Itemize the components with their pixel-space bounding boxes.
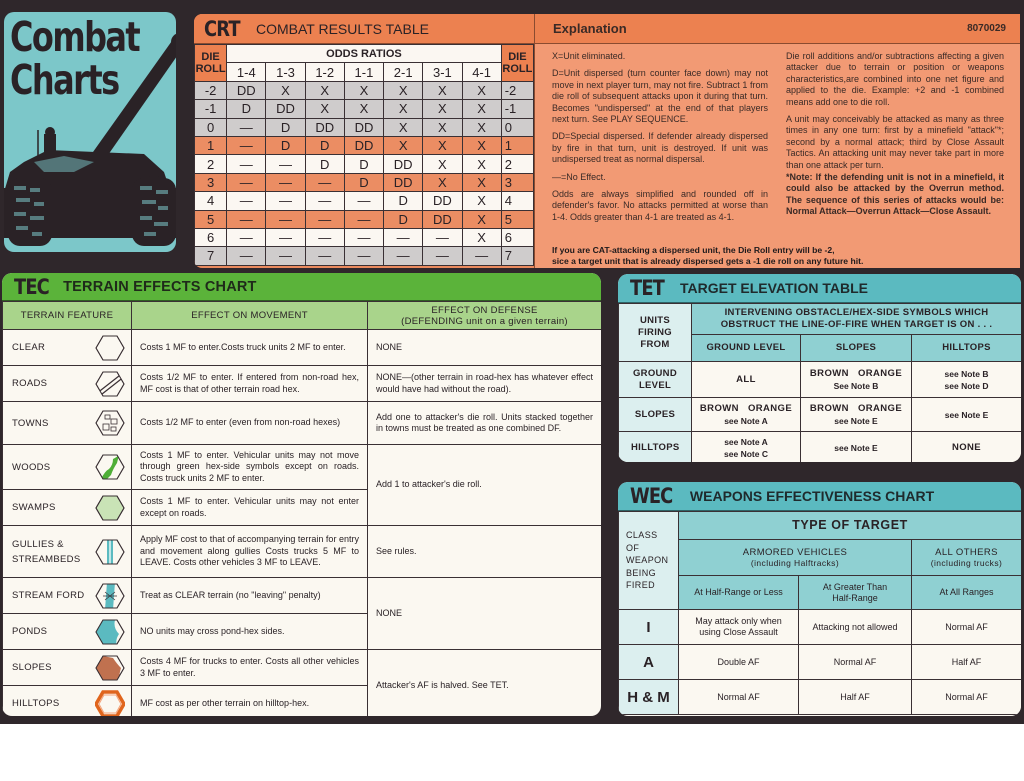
tet-cell-line: BROWN ORANGE — [809, 367, 903, 379]
odds-column-header: 3-1 — [423, 63, 462, 81]
wec-range-header: At Half-Range or Less — [679, 576, 799, 610]
weapon-class-label: H & M — [619, 680, 679, 715]
movement-effect-cell: Costs 1/2 MF to enter. If entered from non-road hex, MF cost is that of other terrain road hex. — [132, 366, 368, 402]
explanation-paragraph: X=Unit eliminated. — [552, 51, 626, 61]
gully-hex-icon — [95, 538, 125, 566]
tet-cell — [692, 362, 801, 398]
crt-result-cell: — — [305, 210, 344, 228]
tet-cell-line: See Note B — [833, 380, 879, 391]
tec-row — [3, 445, 602, 490]
wec-row — [619, 645, 1022, 680]
movement-effect-cell: Costs 4 MF for trucks to enter. Costs all other vehicles 3 MF to enter. — [132, 650, 368, 686]
crt-result-cell: DD — [384, 155, 423, 173]
armored-vehicles-header: ARMORED VEHICLES (including Halftracks) — [679, 540, 912, 576]
all-others-header: ALL OTHERS (including trucks) — [912, 540, 1022, 576]
crt-result-cell: — — [266, 192, 305, 210]
terrain-feature-label: SLOPES — [12, 662, 52, 673]
crt-result-cell: X — [423, 155, 462, 173]
wec-grid — [618, 511, 1021, 715]
target-elevation-table — [618, 274, 1021, 462]
tet-cell — [912, 398, 1022, 432]
crt-code: CRT — [204, 16, 240, 41]
tec-header — [2, 273, 601, 301]
die-roll-value: 4 — [501, 192, 533, 210]
terrain-feature-label: STREAM FORD — [12, 590, 85, 601]
weapons-effectiveness-chart — [618, 482, 1021, 716]
die-roll-value: 1 — [195, 136, 227, 154]
tet-row — [619, 362, 1022, 398]
explanation-right-column — [786, 51, 1004, 224]
explanation-header — [535, 14, 1020, 44]
crt-result-cell: — — [227, 118, 266, 136]
crt-result-cell: — — [227, 173, 266, 191]
tet-column-header: HILLTOPS — [912, 335, 1022, 362]
crt-result-cell: — — [305, 192, 344, 210]
tet-cell-line: BROWN ORANGE — [809, 402, 903, 414]
movement-effect-header: EFFECT ON MOVEMENT — [132, 302, 368, 330]
die-roll-header-right: DIE ROLL — [501, 45, 533, 82]
tet-cell-line: see Note C — [724, 449, 768, 459]
crt-result-cell: — — [344, 228, 383, 246]
terrain-feature-label: TOWNS — [12, 417, 49, 429]
crt-row — [195, 228, 534, 246]
crt-result-cell: DD — [266, 100, 305, 118]
logo-title-line-2: Charts — [10, 56, 119, 104]
tet-cell — [912, 362, 1022, 398]
crt-result-cell: X — [344, 81, 383, 99]
town-hex-icon — [95, 409, 125, 437]
weapon-class-label: A — [619, 645, 679, 680]
crt-header — [194, 14, 534, 44]
crt-result-cell: — — [462, 247, 501, 265]
movement-effect-cell: Costs 1/2 MF to enter (even from non-road hexes) — [132, 402, 368, 445]
crt-result-cell: X — [423, 136, 462, 154]
wec-cell: Normal AF — [912, 680, 1022, 715]
crt-result-cell: — — [423, 228, 462, 246]
type-of-target-header: TYPE OF TARGET — [679, 512, 1022, 540]
crt-result-cell: — — [305, 173, 344, 191]
tec-row — [3, 330, 602, 366]
movement-effect-cell: MF cost as per other terrain on hilltop-hex. — [132, 686, 368, 717]
defense-effect-cell: NONE—(other terrain in road-hex has whatever effect would have had without the road). — [368, 366, 602, 402]
slope-hex-icon — [95, 654, 125, 682]
defense-effect-cell: Attacker's AF is halved. See TET. — [368, 650, 602, 717]
movement-effect-cell: Costs 1 MF to enter. Vehicular units may not enter except on roads. — [132, 490, 368, 526]
wec-cell: Normal AF — [912, 610, 1022, 645]
die-roll-value: 2 — [195, 155, 227, 173]
crt-result-cell: D — [266, 136, 305, 154]
die-roll-value: -1 — [501, 100, 533, 118]
movement-effect-cell: Costs 1 MF to enter. Vehicular units may not move through green hex-side symbols except on roads. Costs truck units 2 MF to enter. — [132, 445, 368, 490]
crt-result-cell: DD — [384, 173, 423, 191]
tec-row — [3, 578, 602, 614]
tet-cell — [801, 398, 912, 432]
crt-result-cell: — — [305, 247, 344, 265]
crt-result-cell: X — [462, 136, 501, 154]
terrain-feature-label: GULLIES & STREAMBEDS — [12, 538, 81, 565]
crt-title: COMBAT RESULTS TABLE — [255, 20, 429, 37]
crt-result-cell: — — [344, 247, 383, 265]
woods-hex-icon — [95, 453, 125, 481]
footnote-line-1: If you are CAT-attacking a dispersed unit, the Die Roll entry will be -2, — [552, 245, 835, 255]
terrain-effects-chart — [2, 273, 601, 716]
crt-result-cell: D — [344, 173, 383, 191]
stream-ford-hex-icon — [95, 582, 125, 610]
crt-result-cell: — — [227, 155, 266, 173]
tec-row — [3, 650, 602, 686]
die-roll-value: -2 — [195, 81, 227, 99]
terrain-feature-header: TERRAIN FEATURE — [3, 302, 132, 330]
tet-cell-line: see Note B — [944, 368, 989, 379]
wec-header — [618, 482, 1021, 511]
tec-code: TEC — [14, 274, 49, 299]
crt-result-cell: X — [462, 118, 501, 136]
crt-row — [195, 118, 534, 136]
crt-grid — [194, 44, 534, 266]
crt-result-cell: DD — [344, 136, 383, 154]
explanation-left-column — [552, 51, 768, 229]
die-roll-value: 2 — [501, 155, 533, 173]
terrain-feature-cell — [3, 402, 132, 445]
odds-column-header: 1-1 — [344, 63, 383, 81]
crt-result-cell: — — [266, 155, 305, 173]
die-roll-value: 4 — [195, 192, 227, 210]
wec-row — [619, 610, 1022, 645]
tet-cell — [912, 432, 1022, 463]
crt-result-cell: X — [384, 136, 423, 154]
terrain-feature-cell — [3, 578, 132, 614]
wec-title: WEAPONS EFFECTIVENESS CHART — [689, 488, 935, 504]
tet-column-header: SLOPES — [801, 335, 912, 362]
tet-cell-line: see Note A — [724, 415, 768, 426]
crt-row — [195, 136, 534, 154]
die-roll-header-left: DIE ROLL — [195, 45, 227, 82]
crt-result-cell: D — [344, 155, 383, 173]
defense-effect-cell: Add one to attacker's die roll. Units stacked together in towns must be treated as one combined DF. — [368, 402, 602, 445]
tet-row — [619, 432, 1022, 463]
crt-result-cell: X — [305, 100, 344, 118]
terrain-feature-cell — [3, 686, 132, 717]
die-roll-value: 0 — [501, 118, 533, 136]
terrain-feature-label: HILLTOPS — [12, 698, 60, 709]
logo-title-line-1: Combat — [10, 13, 140, 61]
terrain-feature-label: ROADS — [12, 378, 48, 389]
crt-result-cell: — — [423, 247, 462, 265]
die-roll-value: 5 — [501, 210, 533, 228]
movement-effect-cell: NO units may cross pond-hex sides. — [132, 614, 368, 650]
units-firing-from-header: UNITS FIRING FROM — [619, 304, 692, 362]
terrain-feature-label: CLEAR — [12, 342, 46, 353]
crt-result-cell: D — [384, 210, 423, 228]
die-roll-value: 7 — [195, 247, 227, 265]
terrain-feature-label: WOODS — [12, 461, 51, 473]
wec-cell: Half AF — [912, 645, 1022, 680]
tet-cell — [692, 398, 801, 432]
die-roll-value: 3 — [195, 173, 227, 191]
crt-result-cell: X — [423, 118, 462, 136]
explanation-paragraph: A unit may conceivably be attacked as many as three times in any one turn: first by a minefield "attack"*; second by a normal attack; third by Close Assault Tactics. An attacking unit may never take part in more than one attack per turn. — [786, 114, 1004, 170]
crt-result-cell: — — [227, 210, 266, 228]
crt-result-cell: — — [227, 247, 266, 265]
crt-result-cell: X — [423, 173, 462, 191]
crt-result-cell: DD — [305, 118, 344, 136]
movement-effect-cell: Apply MF cost to that of accompanying terrain for entry and movement along gullies Costs trucks 5 MF to LEAVE. Costs other vehicles 3 MF to LEAVE. — [132, 526, 368, 578]
crt-row — [195, 155, 534, 173]
wec-cell: Normal AF — [679, 680, 799, 715]
tet-title: TARGET ELEVATION TABLE — [680, 280, 868, 296]
tet-column-header: GROUND LEVEL — [692, 335, 801, 362]
defense-effect-header: EFFECT ON DEFENSE (DEFENDING unit on a given terrain) — [368, 302, 602, 330]
wec-cell: Half AF — [799, 680, 912, 715]
tet-row — [619, 398, 1022, 432]
crt-result-cell: X — [462, 173, 501, 191]
terrain-feature-label: PONDS — [12, 626, 48, 637]
terrain-feature-cell — [3, 330, 132, 366]
firing-from-label: GROUND LEVEL — [619, 362, 692, 398]
crt-result-cell: — — [227, 192, 266, 210]
odds-column-header: 2-1 — [384, 63, 423, 81]
crt-result-cell: — — [384, 247, 423, 265]
die-roll-value: 6 — [501, 228, 533, 246]
die-roll-value: -2 — [501, 81, 533, 99]
odds-column-header: 4-1 — [462, 63, 501, 81]
wec-range-header: At Greater Than Half-Range — [799, 576, 912, 610]
crt-result-cell: — — [266, 228, 305, 246]
terrain-feature-cell — [3, 445, 132, 490]
movement-effect-cell: Treat as CLEAR terrain (no "leaving" penalty) — [132, 578, 368, 614]
crt-result-cell: X — [462, 81, 501, 99]
tet-cell-line: see Note E — [944, 409, 989, 420]
crt-result-cell: D — [227, 100, 266, 118]
defense-effect-cell: NONE — [368, 330, 602, 366]
crt-result-cell: X — [462, 155, 501, 173]
crt-result-cell: X — [384, 118, 423, 136]
defense-effect-cell: See rules. — [368, 526, 602, 578]
die-roll-value: 1 — [501, 136, 533, 154]
tet-code: TET — [630, 276, 664, 300]
cat-attack-footnote — [552, 245, 863, 267]
crt-result-cell: — — [266, 210, 305, 228]
wec-cell: Normal AF — [799, 645, 912, 680]
terrain-feature-cell — [3, 650, 132, 686]
die-roll-value: 0 — [195, 118, 227, 136]
crt-row — [195, 192, 534, 210]
crt-result-cell: X — [423, 100, 462, 118]
movement-effect-cell: Costs 1 MF to enter.Costs truck units 2 MF to enter. — [132, 330, 368, 366]
crt-result-cell: — — [384, 228, 423, 246]
tet-cell-line: BROWN ORANGE — [699, 402, 793, 414]
terrain-feature-label: SWAMPS — [12, 502, 56, 513]
crt-result-cell: X — [384, 81, 423, 99]
tet-cell-line: ALL — [736, 373, 756, 385]
tet-cell — [801, 362, 912, 398]
odds-column-header: 1-2 — [305, 63, 344, 81]
crt-result-cell: DD — [423, 192, 462, 210]
explanation-paragraph: —=No Effect. — [552, 171, 606, 182]
crt-result-cell: D — [305, 136, 344, 154]
explanation-paragraph: Die roll additions and/or subtractions affecting a given attacker due to terrain or position or weapons characteristics,are combined into one net figure and applied to the die. Example: +2 and -1 combined means add one to die roll. — [786, 51, 1004, 107]
crt-result-cell: DD — [344, 118, 383, 136]
crt-result-cell: X — [462, 228, 501, 246]
pond-hex-icon — [95, 618, 125, 646]
die-roll-value: 5 — [195, 210, 227, 228]
hilltop-hex-icon — [95, 690, 125, 717]
crt-result-cell: — — [266, 247, 305, 265]
road-hex-icon — [95, 370, 125, 398]
combat-results-table — [194, 14, 534, 268]
terrain-feature-cell — [3, 614, 132, 650]
defense-effect-cell: NONE — [368, 578, 602, 650]
crt-result-cell: D — [305, 155, 344, 173]
tet-header — [618, 274, 1021, 303]
wec-cell: Attacking not allowed — [799, 610, 912, 645]
clear-hex-icon — [95, 334, 125, 362]
explanation-panel — [534, 14, 1020, 268]
crt-row — [195, 100, 534, 118]
die-roll-value: 6 — [195, 228, 227, 246]
crt-result-cell: X — [462, 210, 501, 228]
tec-row — [3, 366, 602, 402]
overrun-note: *Note: If the defending unit is not in a minefield, it could also be attacked by the Overrun method. The sequence of this series of attacks would be: Normal Attack—Overrun Attack—Close Assault. — [786, 172, 1004, 217]
crt-result-cell: X — [462, 100, 501, 118]
crt-result-cell: — — [227, 136, 266, 154]
wec-cell: May attack only when using Close Assault — [679, 610, 799, 645]
tet-grid — [618, 303, 1021, 462]
explanation-paragraph: D=Unit dispersed (turn counter face down) may not move in next player turn, may not fire. Subtract 1 from die roll of subsequent attacks upon it during that turn. Becomes "undispersed" at the end of that players next turn. See PLAY SEQUENCE. — [552, 68, 768, 125]
tet-cell-line: see Note E — [834, 415, 878, 426]
tec-title: TERRAIN EFFECTS CHART — [63, 278, 257, 295]
explanation-paragraph: Odds are always simplified and rounded off in defender's favor. No attacks permitted at worse than 1-4. Odds greater than 4-1 are treated as 4-1. — [552, 189, 768, 222]
crt-result-cell: X — [344, 100, 383, 118]
tet-cell — [692, 432, 801, 463]
crt-result-cell: X — [462, 192, 501, 210]
explanation-title: Explanation — [553, 21, 627, 36]
die-roll-value: 7 — [501, 247, 533, 265]
crt-result-cell: X — [266, 81, 305, 99]
crt-row — [195, 210, 534, 228]
crt-result-cell: — — [266, 173, 305, 191]
tec-row — [3, 402, 602, 445]
wec-range-header: At All Ranges — [912, 576, 1022, 610]
crt-result-cell: D — [266, 118, 305, 136]
crt-result-cell: DD — [227, 81, 266, 99]
class-of-weapon-header: CLASS OF WEAPON BEING FIRED — [619, 512, 679, 610]
tec-grid — [2, 301, 601, 716]
wec-cell: Double AF — [679, 645, 799, 680]
crt-result-cell: X — [305, 81, 344, 99]
logo-title — [10, 13, 140, 104]
obstacle-header: INTERVENING OBSTACLE/HEX-SIDE SYMBOLS WHICH OBSTRUCT THE LINE-OF-FIRE WHEN TARGET IS ON . . . — [692, 304, 1022, 335]
crt-row — [195, 247, 534, 265]
crt-result-cell: X — [423, 81, 462, 99]
die-roll-value: -1 — [195, 100, 227, 118]
footnote-line-2: sice a target unit that is already dispersed gets a -1 die roll on any future hit. — [552, 256, 864, 266]
crt-result-cell: — — [227, 228, 266, 246]
odds-ratios-header: ODDS RATIOS — [227, 45, 502, 63]
defense-effect-cell: Add 1 to attacker's die roll. — [368, 445, 602, 526]
die-roll-value: 3 — [501, 173, 533, 191]
crt-result-cell: X — [384, 100, 423, 118]
crt-row — [195, 81, 534, 99]
tet-cell-line: NONE — [951, 442, 982, 453]
tec-row — [3, 526, 602, 578]
tet-cell — [801, 432, 912, 463]
terrain-feature-cell — [3, 366, 132, 402]
firing-from-label: HILLTOPS — [619, 432, 692, 463]
crt-result-cell: — — [344, 192, 383, 210]
swamp-hex-icon — [95, 494, 125, 522]
wec-code: WEC — [630, 484, 673, 508]
terrain-feature-cell — [3, 526, 132, 578]
odds-column-header: 1-4 — [227, 63, 266, 81]
tet-cell-line: see Note D — [944, 380, 989, 391]
weapon-class-label: I — [619, 610, 679, 645]
crt-row — [195, 173, 534, 191]
firing-from-label: SLOPES — [619, 398, 692, 432]
explanation-paragraph: DD=Special dispersed. If defender already dispersed by fire in that turn, unit is destroyed. If unit was undispersed treat as normal dispersal. — [552, 131, 768, 165]
crt-result-cell: D — [384, 192, 423, 210]
crt-result-cell: DD — [423, 210, 462, 228]
product-code: 8070029 — [967, 23, 1006, 34]
tet-cell-line: see Note A — [724, 437, 768, 447]
wec-row — [619, 680, 1022, 715]
crt-result-cell: — — [344, 210, 383, 228]
tet-cell-line: see Note E — [834, 443, 878, 453]
logo-panel — [4, 12, 176, 252]
odds-column-header: 1-3 — [266, 63, 305, 81]
terrain-feature-cell — [3, 490, 132, 526]
crt-result-cell: — — [305, 228, 344, 246]
